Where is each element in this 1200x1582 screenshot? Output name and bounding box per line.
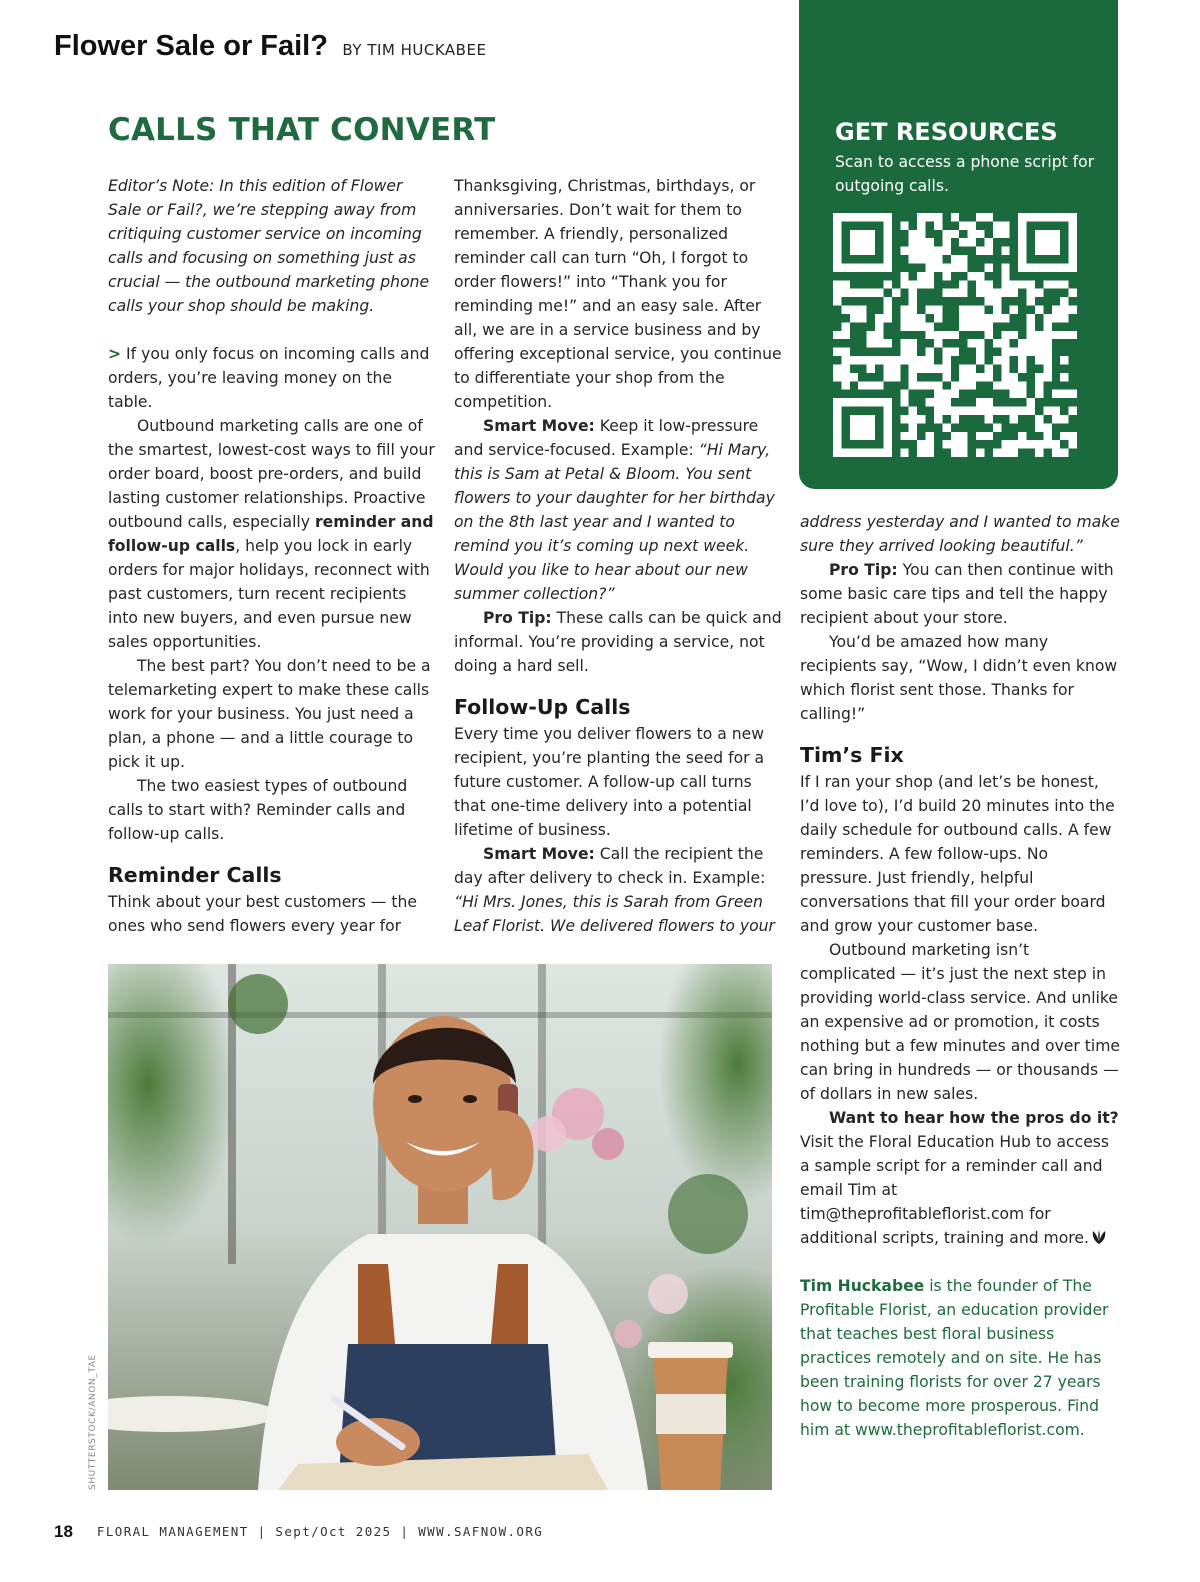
photo-illustration [108, 964, 772, 1490]
smart-move-paragraph: Smart Move: Call the recipient the day after delivery to check in. Example: “Hi Mrs. Jones, this is Sarah from Green Leaf Florist. We delivered flowers to your [454, 845, 775, 935]
intro-paragraph: > If you only focus on incoming calls and orders, you’re leaving money on the table. [108, 345, 430, 411]
article-column-1 [108, 174, 438, 938]
photo-credit: SHUTTERSTOCK/ANON_TAE [88, 1354, 98, 1490]
quote-continuation: address yesterday and I wanted to make sure they arrived looking beautiful.” [800, 513, 1120, 555]
subheading-reminder-calls: Reminder Calls [108, 863, 282, 887]
pro-tip-paragraph: Pro Tip: You can then continue with some basic care tips and tell the happy recipient about your store. [800, 561, 1114, 627]
smart-move-paragraph: Smart Move: Keep it low-pressure and service-focused. Example: “Hi Mary, this is Sam at Petal & Bloom. You sent flowers to your daughter for her birthday on the 8th last year and I wanted to remind you it’s coming up next week. Would you like to hear about our new summer collection?” [454, 417, 775, 603]
byline: BY TIM HUCKABEE [342, 41, 487, 59]
qr-code-icon[interactable] [833, 212, 1077, 458]
article-column-2 [454, 174, 784, 938]
pro-tip-paragraph: Pro Tip: These calls can be quick and informal. You’re providing a service, not doing a hard sell. [454, 609, 782, 675]
subheading-follow-up-calls: Follow-Up Calls [454, 695, 631, 719]
article-headline: CALLS THAT CONVERT [108, 112, 496, 148]
body-paragraph: You’d be amazed how many recipients say, “Wow, I didn’t even know which florist sent those. Thanks for calling!” [800, 633, 1118, 723]
body-paragraph: Every time you deliver flowers to a new recipient, you’re planting the seed for a future customer. A follow-up call turns that one-time delivery into a potential lifetime of business. [454, 725, 765, 839]
cta-paragraph: Want to hear how the pros do it? [829, 1109, 1119, 1127]
body-paragraph: Thanksgiving, Christmas, birthdays, or anniversaries. Don’t wait for them to remember. A friendly, personalized reminder call can turn “Oh, I forgot to order flowers!” into “Thank you for reminding me!” and an easy sale. After all, we are in a service business and by offering exceptional service, you continue to differentiate your shop from the competition. [454, 177, 782, 411]
arrow-marker: > [108, 345, 122, 363]
body-paragraph: Outbound marketing isn’t complicated — it’s just the next step in providing world-class service. And unlike an expensive ad or promotion, it costs nothing but a few minutes and over time can bring in hundreds — or thousands — of dollars in new sales. [800, 941, 1120, 1103]
editors-note: Editor’s Note: In this edition of Flower Sale or Fail?, we’re stepping away from critiquing customer service on incoming calls and focusing on something just as crucial — the outbound marketing phone calls your shop should be making. [108, 177, 430, 315]
body-paragraph: Think about your best customers — the ones who send flowers every year for [108, 893, 417, 935]
subheading-tims-fix: Tim’s Fix [800, 743, 904, 767]
resources-title: GET RESOURCES [835, 118, 1058, 146]
article-column-3 [800, 510, 1122, 1442]
body-paragraph: The two easiest types of outbound calls to start with? Reminder calls and follow-up calls. [108, 777, 408, 843]
body-paragraph: The best part? You don’t need to be a telemarketing expert to make these calls work for your business. You just need a plan, a phone — and a little courage to pick it up. [108, 657, 431, 771]
flower-end-mark-icon [1089, 1229, 1109, 1245]
body-paragraph: If I ran your shop (and let’s be honest, I’d love to), I’d build 20 minutes into the daily schedule for outbound calls. A few reminders. A few follow-ups. No pressure. Just friendly, helpful conversations that fill your order board and grow your customer base. [800, 773, 1115, 935]
author-bio: Tim Huckabee is the founder of The Profitable Florist, an education provider that teaches best floral business practices remotely and on site. He has been training florists for over 27 years how to become more prosperous. Find him at www.theprofitableflorist.com. [800, 1277, 1109, 1439]
body-paragraph: Outbound marketing calls are one of the smartest, lowest-cost ways to fill your order board, boost pre-orders, and build lasting customer relationships. Proactive outbound calls, especially reminder and follow-up calls, help you lock in early orders for major holidays, reconnect with past customers, turn recent recipients into new buyers, and even pursue new sales opportunities. [108, 417, 435, 651]
page-footer [54, 1522, 543, 1542]
footer-publication: FLORAL MANAGEMENT | Sept/Oct 2025 | WWW.SAFNOW.ORG [96, 1524, 544, 1539]
florist-on-phone-photo [108, 964, 772, 1490]
page-number: 18 [54, 1522, 73, 1541]
resources-box [799, 0, 1118, 489]
column-title: Flower Sale or Fail? [54, 30, 328, 62]
resources-subtitle: Scan to access a phone script for outgoing calls. [835, 153, 1095, 195]
cta-paragraph-body: Visit the Floral Education Hub to access a sample script for a reminder call and email Tim at tim@theprofitableflorist.com for additional scripts, training and more. [800, 1133, 1110, 1247]
section-kicker [54, 30, 486, 63]
